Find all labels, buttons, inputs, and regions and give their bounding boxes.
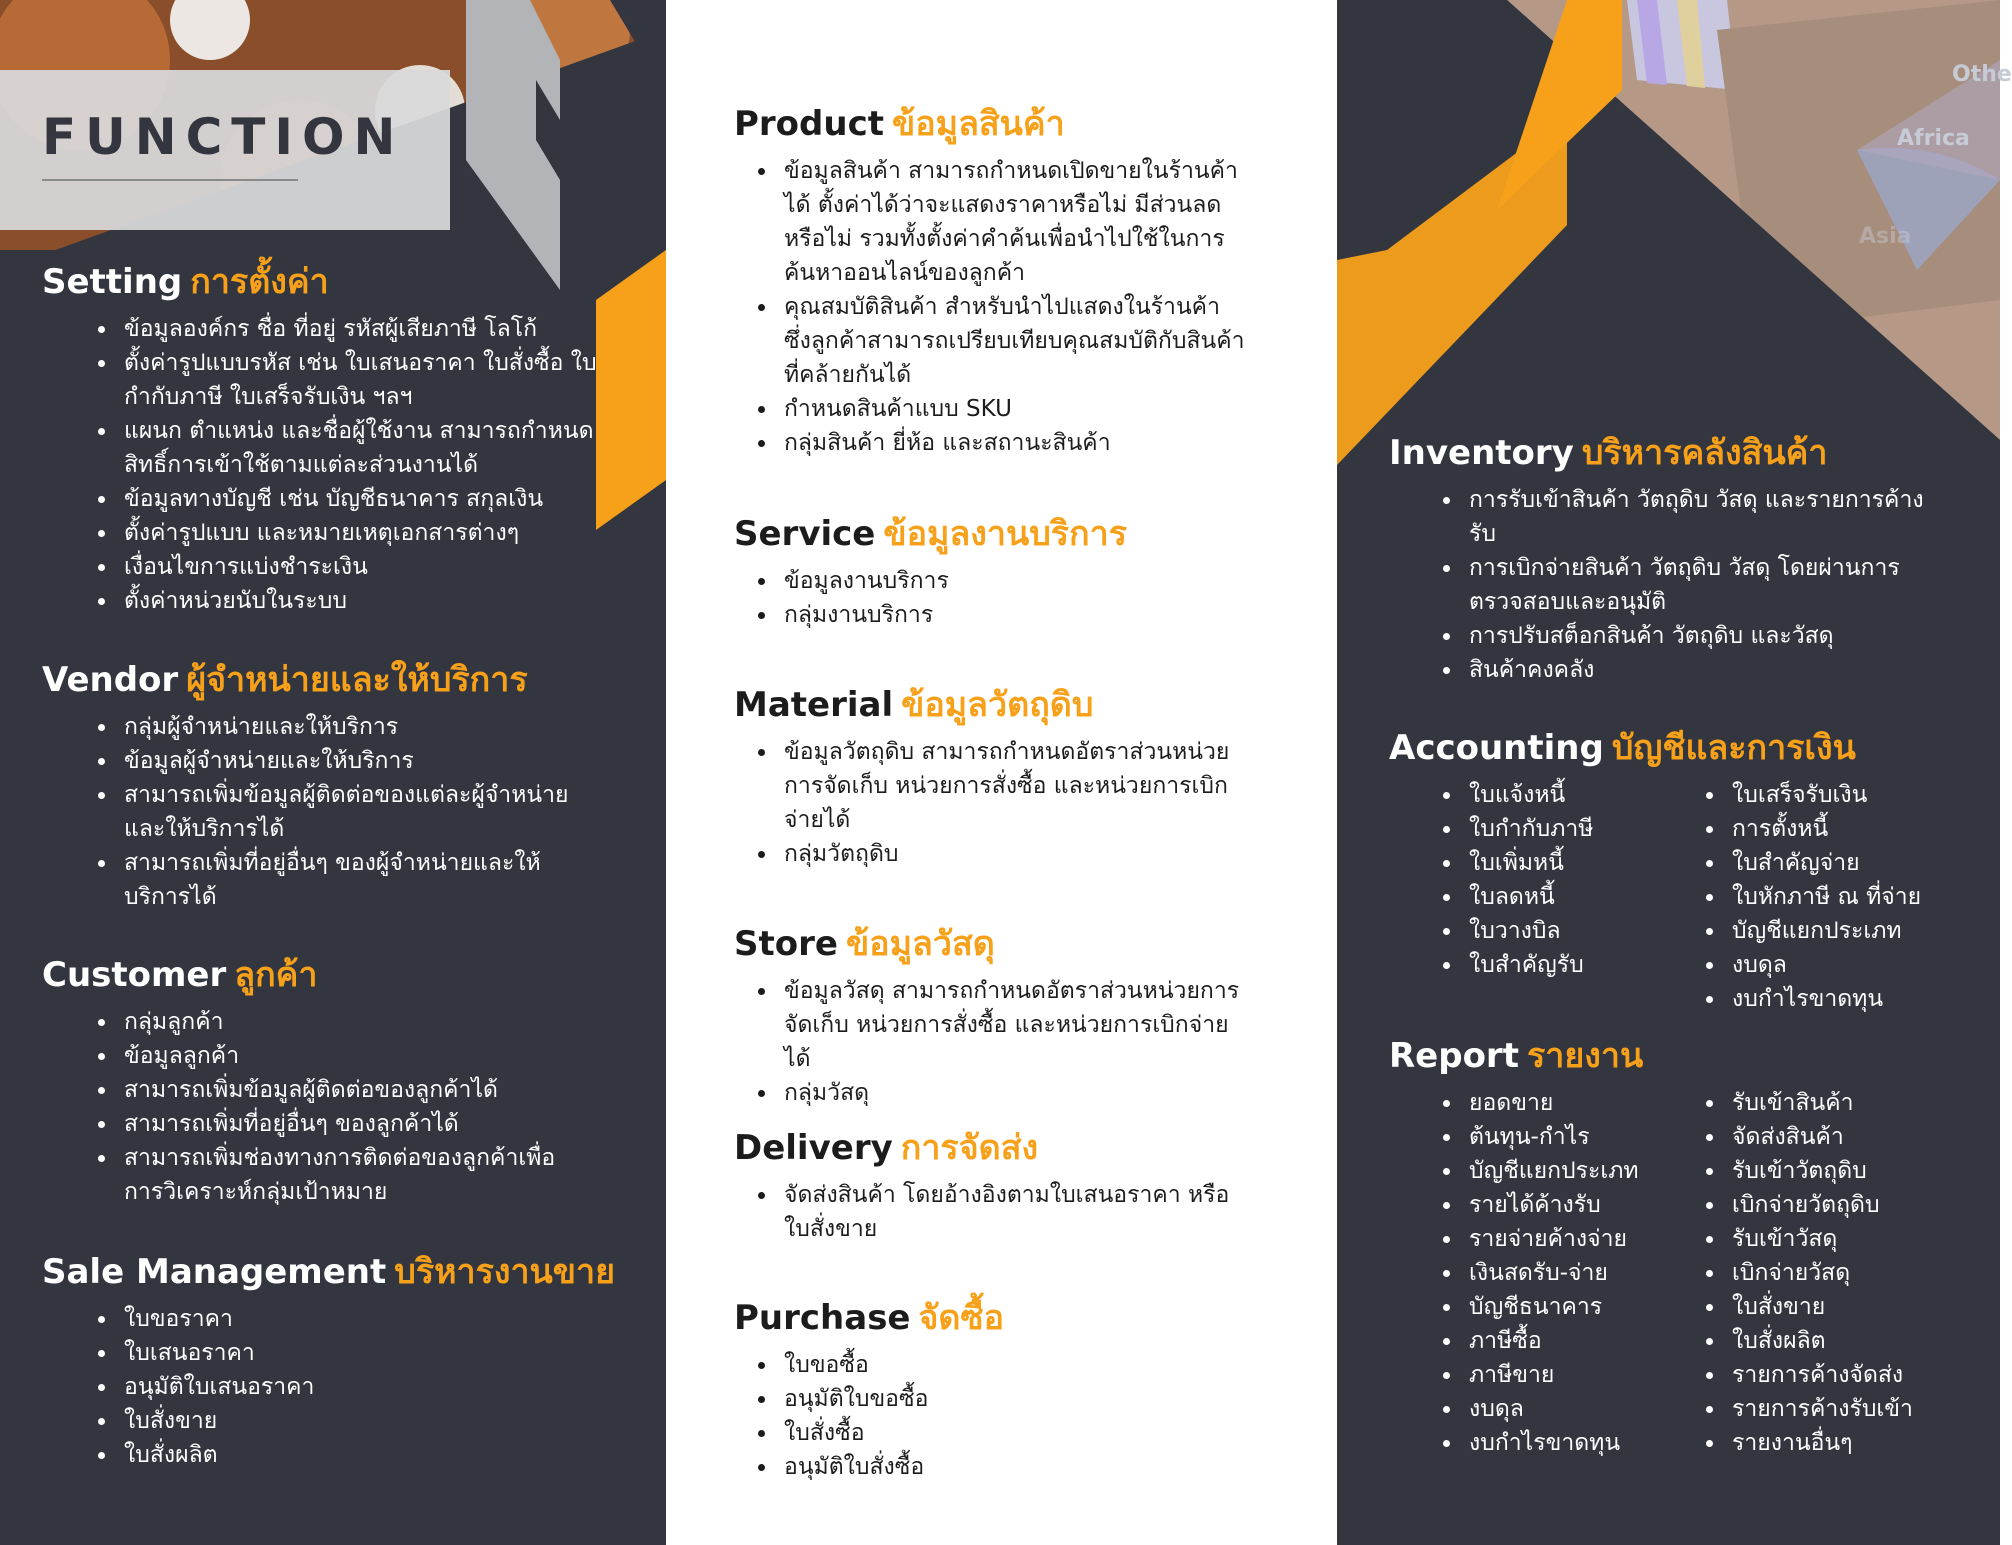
list-item: รายจ่ายค้างจ่าย	[1439, 1222, 1702, 1256]
two-column-list	[1439, 1086, 1965, 1460]
list-item: รับเข้าวัตถุดิบ	[1702, 1154, 1965, 1188]
item-list	[94, 1005, 594, 1209]
section-title-th: ข้อมูลสินค้า	[892, 104, 1065, 144]
list-item: ใบหักภาษี ณ ที่จ่าย	[1702, 880, 1965, 914]
section-title	[734, 922, 1254, 966]
section-purchase	[734, 1296, 1254, 1484]
section-title	[734, 1296, 1254, 1340]
item-list	[94, 1302, 594, 1472]
list-item: อนุมัติใบเสนอราคา	[94, 1370, 594, 1404]
list-item: เงื่อนไขการแบ่งชำระเงิน	[94, 550, 614, 584]
section-title	[42, 260, 614, 304]
list-item: งบกำไรขาดทุน	[1439, 1426, 1702, 1460]
chart-label-africa: Africa	[1897, 126, 1970, 151]
list-item: ข้อมูลงานบริการ	[754, 564, 1254, 598]
list-item: ข้อมูลสินค้า สามารถกำหนดเปิดขายในร้านค้าได้ ตั้งค่าได้ว่าจะแสดงราคาหรือไม่ มีส่วนลดหรือไม่ รวมทั้งตั้งค่าคำค้นเพื่อนำไปใช้ในการค้นหาออนไลน์ของลูกค้า	[754, 154, 1254, 290]
list-item: งบดุล	[1439, 1392, 1702, 1426]
section-title-en: Inventory	[1389, 433, 1574, 473]
section-title-th: จัดซื้อ	[918, 1298, 1004, 1338]
list-item: ตั้งค่ารูปแบบ และหมายเหตุเอกสารต่างๆ	[94, 516, 614, 550]
section-delivery	[734, 1126, 1254, 1246]
list-item: สามารถเพิ่มข้อมูลผู้ติดต่อของลูกค้าได้	[94, 1073, 594, 1107]
section-inventory	[1389, 431, 1939, 687]
section-title-th: การจัดส่ง	[900, 1128, 1039, 1168]
list-item: ใบสั่งผลิต	[1702, 1324, 1965, 1358]
item-list	[754, 735, 1254, 871]
list-item: ภาษีซื้อ	[1439, 1324, 1702, 1358]
list-item: ข้อมูลวัสดุ สามารถกำหนดอัตราส่วนหน่วยการจัดเก็บ หน่วยการสั่งซื้อ และหน่วยการเบิกจ่ายได้	[754, 974, 1254, 1076]
section-title	[734, 1126, 1254, 1170]
section-title-th: รายงาน	[1526, 1036, 1644, 1076]
section-title-en: Product	[734, 104, 884, 144]
item-list-right	[1702, 1086, 1965, 1460]
item-list	[1439, 483, 1939, 687]
item-list	[754, 1348, 1254, 1484]
list-item: ใบสั่งขาย	[1702, 1290, 1965, 1324]
list-item: สามารถเพิ่มช่องทางการติดต่อของลูกค้าเพื่อการวิเคราะห์กลุ่มเป้าหมาย	[94, 1141, 594, 1209]
list-item: ใบสั่งผลิต	[94, 1438, 594, 1472]
item-list	[754, 974, 1254, 1110]
item-list-left	[1439, 778, 1702, 1016]
page-title: FUNCTION	[42, 108, 405, 166]
list-item: สามารถเพิ่มที่อยู่อื่นๆ ของลูกค้าได้	[94, 1107, 594, 1141]
list-item: แผนก ตำแหน่ง และชื่อผู้ใช้งาน สามารถกำหนดสิทธิ์การเข้าใช้ตามแต่ละส่วนงานได้	[94, 414, 614, 482]
section-title-en: Vendor	[42, 660, 179, 700]
item-list	[754, 1178, 1254, 1246]
section-title-th: บัญชีและการเงิน	[1611, 728, 1856, 768]
item-list	[754, 564, 1254, 632]
section-title-en: Purchase	[734, 1298, 911, 1338]
list-item: ใบเพิ่มหนี้	[1439, 846, 1702, 880]
list-item: ใบขอซื้อ	[754, 1348, 1254, 1382]
list-item: กลุ่มลูกค้า	[94, 1005, 594, 1039]
list-item: รายการค้างรับเข้า	[1702, 1392, 1965, 1426]
list-item: ใบสั่งซื้อ	[754, 1416, 1254, 1450]
section-title-en: Accounting	[1389, 728, 1604, 768]
section-material	[734, 683, 1254, 871]
list-item: สินค้าคงคลัง	[1439, 653, 1939, 687]
list-item: ใบกำกับภาษี	[1439, 812, 1702, 846]
list-item: ใบสำคัญจ่าย	[1702, 846, 1965, 880]
list-item: เบิกจ่ายวัตถุดิบ	[1702, 1188, 1965, 1222]
list-item: สามารถเพิ่มข้อมูลผู้ติดต่อของแต่ละผู้จำหน่ายและให้บริการได้	[94, 778, 594, 846]
section-title	[42, 953, 594, 997]
list-item: บัญชีธนาคาร	[1439, 1290, 1702, 1324]
list-item: ใบเสนอราคา	[94, 1336, 594, 1370]
section-service	[734, 512, 1254, 632]
item-list	[94, 710, 594, 914]
list-item: ใบเสร็จรับเงิน	[1702, 778, 1965, 812]
section-title-en: Service	[734, 514, 876, 554]
list-item: ภาษีขาย	[1439, 1358, 1702, 1392]
list-item: ใบแจ้งหนี้	[1439, 778, 1702, 812]
section-title	[1389, 726, 1965, 770]
section-title	[734, 683, 1254, 727]
list-item: รับเข้าวัสดุ	[1702, 1222, 1965, 1256]
list-item: ใบวางบิล	[1439, 914, 1702, 948]
right-panel	[1337, 0, 2012, 1545]
list-item: การตั้งหนี้	[1702, 812, 1965, 846]
section-title-th: ผู้จำหน่ายและให้บริการ	[186, 660, 528, 700]
list-item: รายการค้างจัดส่ง	[1702, 1358, 1965, 1392]
section-product	[734, 102, 1254, 460]
section-store	[734, 922, 1254, 1110]
item-list-right	[1702, 778, 1965, 1016]
list-item: ข้อมูลลูกค้า	[94, 1039, 594, 1073]
section-title-en: Sale Management	[42, 1252, 387, 1292]
list-item: กลุ่มวัสดุ	[754, 1076, 1254, 1110]
section-report	[1389, 1034, 1965, 1460]
list-item: ข้อมูลผู้จำหน่ายและให้บริการ	[94, 744, 594, 778]
item-list	[754, 154, 1254, 460]
item-list	[94, 312, 614, 618]
list-item: สามารถเพิ่มที่อยู่อื่นๆ ของผู้จำหน่ายและให้บริการได้	[94, 846, 594, 914]
section-title	[734, 512, 1254, 556]
section-vendor	[42, 658, 594, 914]
section-title-th: การตั้งค่า	[190, 262, 329, 302]
section-title	[1389, 1034, 1965, 1078]
list-item: การรับเข้าสินค้า วัตถุดิบ วัสดุ และรายการค้างรับ	[1439, 483, 1939, 551]
section-title	[1389, 431, 1939, 475]
section-accounting	[1389, 726, 1965, 1016]
title-underline	[42, 179, 298, 181]
list-item: รับเข้าสินค้า	[1702, 1086, 1965, 1120]
list-item: ยอดขาย	[1439, 1086, 1702, 1120]
left-panel	[0, 0, 666, 1545]
list-item: กลุ่มวัตถุดิบ	[754, 837, 1254, 871]
list-item: ใบขอราคา	[94, 1302, 594, 1336]
list-item: ข้อมูลวัตถุดิบ สามารถกำหนดอัตราส่วนหน่วยการจัดเก็บ หน่วยการสั่งซื้อ และหน่วยการเบิกจ่ายได้	[754, 735, 1254, 837]
list-item: รายได้ค้างรับ	[1439, 1188, 1702, 1222]
chart-label-other: Othe	[1952, 62, 2012, 87]
list-item: งบดุล	[1702, 948, 1965, 982]
section-title-en: Material	[734, 685, 894, 725]
list-item: กลุ่มผู้จำหน่ายและให้บริการ	[94, 710, 594, 744]
section-title-th: บริหารงานขาย	[394, 1252, 616, 1292]
section-title	[42, 658, 594, 702]
section-title-th: ลูกค้า	[234, 955, 318, 995]
list-item: ข้อมูลทางบัญชี เช่น บัญชีธนาคาร สกุลเงิน	[94, 482, 614, 516]
section-setting	[42, 260, 614, 618]
list-item: คุณสมบัติสินค้า สำหรับนำไปแสดงในร้านค้า ซึ่งลูกค้าสามารถเปรียบเทียบคุณสมบัติกับสินค้าที่คล้ายกันได้	[754, 290, 1254, 392]
section-title-th: ข้อมูลวัสดุ	[845, 924, 995, 964]
list-item: บัญชีแยกประเภท	[1439, 1154, 1702, 1188]
middle-panel	[666, 0, 1337, 1545]
section-title-th: ข้อมูลงานบริการ	[883, 514, 1127, 554]
section-title-en: Setting	[42, 262, 183, 302]
list-item: กลุ่มสินค้า ยี่ห้อ และสถานะสินค้า	[754, 426, 1254, 460]
list-item: บัญชีแยกประเภท	[1702, 914, 1965, 948]
section-title-en: Customer	[42, 955, 227, 995]
section-customer	[42, 953, 594, 1209]
list-item: จัดส่งสินค้า โดยอ้างอิงตามใบเสนอราคา หรือใบสั่งขาย	[754, 1178, 1254, 1246]
section-title	[42, 1250, 615, 1294]
section-sale	[42, 1250, 615, 1472]
list-item: อนุมัติใบสั่งซื้อ	[754, 1450, 1254, 1484]
chart-label-asia: Asia	[1859, 224, 1912, 249]
list-item: เบิกจ่ายวัสดุ	[1702, 1256, 1965, 1290]
list-item: กำหนดสินค้าแบบ SKU	[754, 392, 1254, 426]
list-item: รายงานอื่นๆ	[1702, 1426, 1965, 1460]
section-title	[734, 102, 1254, 146]
list-item: อนุมัติใบขอซื้อ	[754, 1382, 1254, 1416]
section-title-en: Report	[1389, 1036, 1519, 1076]
list-item: เงินสดรับ-จ่าย	[1439, 1256, 1702, 1290]
list-item: จัดส่งสินค้า	[1702, 1120, 1965, 1154]
section-title-en: Store	[734, 924, 838, 964]
list-item: ใบสำคัญรับ	[1439, 948, 1702, 982]
list-item: กลุ่มงานบริการ	[754, 598, 1254, 632]
list-item: ต้นทุน-กำไร	[1439, 1120, 1702, 1154]
list-item: ใบสั่งขาย	[94, 1404, 594, 1438]
list-item: งบกำไรขาดทุน	[1702, 982, 1965, 1016]
two-column-list	[1439, 778, 1965, 1016]
item-list-left	[1439, 1086, 1702, 1460]
section-title-en: Delivery	[734, 1128, 893, 1168]
list-item: ข้อมูลองค์กร ชื่อ ที่อยู่ รหัสผู้เสียภาษี โลโก้	[94, 312, 614, 346]
list-item: ตั้งค่ารูปแบบรหัส เช่น ใบเสนอราคา ใบสั่งซื้อ ใบกำกับภาษี ใบเสร็จรับเงิน ฯลฯ	[94, 346, 614, 414]
section-title-th: ข้อมูลวัตถุดิบ	[901, 685, 1094, 725]
list-item: การปรับสต็อกสินค้า วัตถุดิบ และวัสดุ	[1439, 619, 1939, 653]
list-item: การเบิกจ่ายสินค้า วัตถุดิบ วัสดุ โดยผ่านการตรวจสอบและอนุมัติ	[1439, 551, 1939, 619]
list-item: ตั้งค่าหน่วยนับในระบบ	[94, 584, 614, 618]
section-title-th: บริหารคลังสินค้า	[1581, 433, 1828, 473]
list-item: ใบลดหนี้	[1439, 880, 1702, 914]
